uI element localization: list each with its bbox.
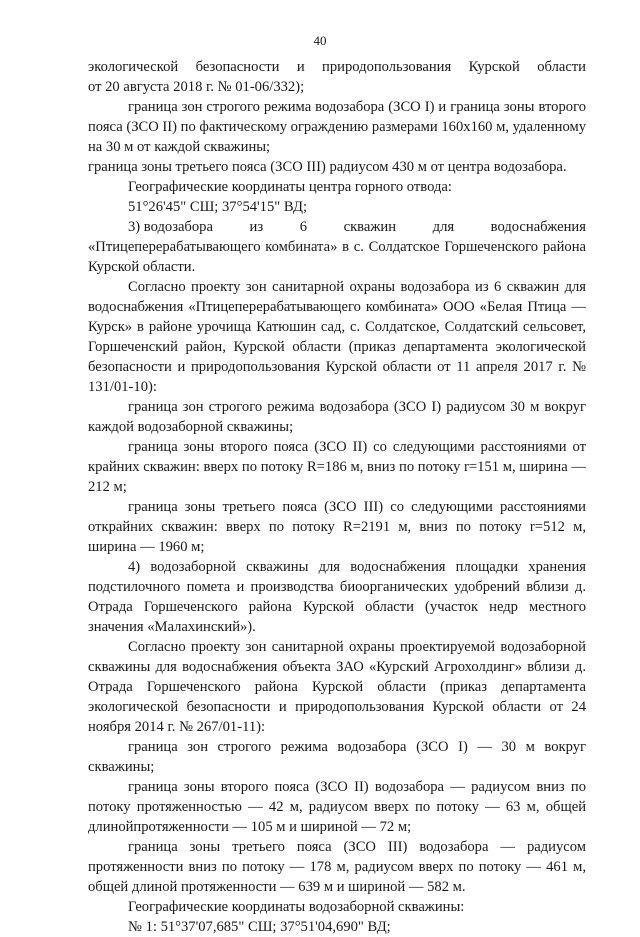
paragraph: граница зоны второго пояса (ЗСО II) со следующими расстояниями от крайних скважин: вверх по потоку R=186 м, вниз по потоку r=151 м, ширина — 212 м; (88, 439, 586, 495)
paragraph: 4) водозаборной скважины для водоснабжения площадки хранения подстилочного помета и производства биоорганических удобрений вблизи д. Отрада Горшеченского района Курской области (участок недр местного значения «Малахинский»). (88, 559, 586, 635)
paragraph: Согласно проекту зон санитарной охраны водозабора из 6 скважин для водоснабжения «Птицеперерабатывающего комбината» ООО «Белая Птица — Курск» в районе урочища Катюшин сад, с. Солдатское, Солдатский сельсовет, Горшеченский район, Курской области (приказ департамента экологической безопасности и природопользования Курской области от 11 апреля 2017 г. № 131/01-10): (88, 279, 586, 395)
paragraph: граница зон строгого режима водозабора (ЗСО I) и граница зоны второго пояса (ЗСО II) по фактическому ограждению размерами 160х160 м, удаленному на 30 м от каждой скважины; (88, 99, 586, 155)
paragraph: граница зоны третьего пояса (ЗСО III) радиусом 430 м от центра водозабора. (88, 159, 567, 175)
paragraph: Согласно проекту зон санитарной охраны проектируемой водозаборной скважины для водоснабжения объекта ЗАО «Курский Агрохолдинг» вблизи д. Отрада Горшеченского района Курской области (приказ департамента экологической безопасности и природопользования Курской области от 24 ноября 2014 г. № 267/01-11): (88, 639, 586, 735)
paragraph: граница зоны третьего пояса (ЗСО III) водозабора — радиусом протяженности вниз по потоку — 178 м, радиусом вверх по потоку — 461 м, общей длиной протяженности — 639 м и шириной — 582 м. (88, 839, 586, 895)
paragraph: граница зон строгого режима водозабора (ЗСО I) — 30 м вокруг скважины; (88, 739, 586, 775)
document-body (88, 57, 586, 937)
paragraph: Географические координаты водозаборной скважины: (128, 899, 465, 915)
paragraph: граница зон строгого режима водозабора (ЗСО I) радиусом 30 м вокруг каждой водозаборной скважины; (88, 399, 586, 435)
paragraph: граница зоны второго пояса (ЗСО II) водозабора — радиусом вниз по потоку протяженностью — 42 м, радиусом вверх по потоку — 63 м, общей длинойпротяженности — 105 м и шириной — 72 м; (88, 779, 586, 835)
paragraph: экологической безопасности и природопользования Курской области от 20 августа 2018 г. № 01-06/332); (88, 59, 586, 95)
coordinates: 51°26'45" СШ; 37°54'15" ВД; (128, 199, 308, 215)
paragraph: граница зоны третьего пояса (ЗСО III) со следующими расстояниями открайних скважин: вверх по потоку R=2191 м, вниз по потоку r=512 м, ширина — 1960 м; (88, 499, 586, 555)
paragraph: № 1: 51°37'07,685" СШ; 37°51'04,690" ВД; (128, 919, 391, 935)
page-number: 40 (313, 33, 327, 48)
paragraph: Географические координаты центра горного отвода: (128, 179, 452, 195)
section-heading: 3) водозабора из 6 скважин для водоснабжения (128, 219, 586, 235)
paragraph: «Птицеперерабатывающего комбината» в с. Солдатское Горшеченского района Курской области. (88, 239, 586, 275)
